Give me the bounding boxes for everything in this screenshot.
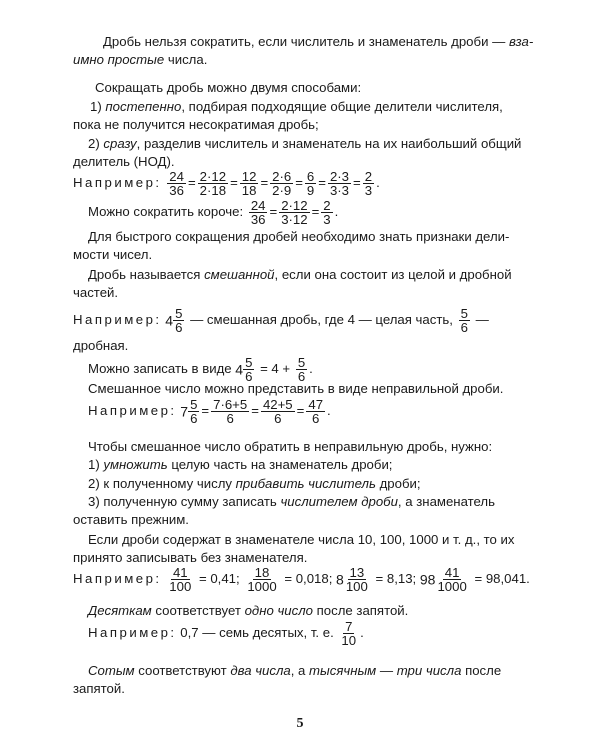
denominator: 10 [341,633,357,649]
term-italic: три числа [396,663,462,678]
text: 2) к полученному числу [88,476,236,491]
p2-line5: делитель (НОД). [73,154,175,169]
text: 3) полученную сумму записать [88,494,281,509]
equals-sign: = [353,175,361,190]
p2-line3: пока не получится несократимая дробь; [73,117,319,132]
text: соответствует [151,603,245,618]
equals-sign: = [187,175,196,190]
equals-sign: = [201,403,210,418]
fraction [249,199,268,226]
numerator: 5 [245,355,253,371]
example-reduce-stepwise [73,168,380,198]
denominator: 6 [190,411,198,427]
denominator: 36 [250,212,266,228]
example-decimals [73,564,530,595]
denominator: 18 [241,183,257,199]
text: — смешанная дробь, где 4 — целая часть, [186,312,457,327]
term-italic: Сотым [88,663,135,678]
fraction [243,356,254,383]
equals-sign: = [295,175,303,190]
text: , разделив числитель и знаменатель на их наибольший общий [136,136,522,151]
result: = 8,13; [371,571,420,586]
whole-part: 98 [419,571,436,588]
fraction [188,398,199,425]
denominator: 3·3 [329,183,350,199]
equals-sign: = [269,204,278,219]
whole-part: 7 [180,403,189,420]
period: . [376,175,380,190]
text: , подбирая подходящие общие делители числителя, [181,99,503,114]
fraction [167,566,193,593]
example-tenths [88,618,364,648]
denominator: 6 [312,411,320,427]
p5-line1: Смешанное число можно представить в виде неправильной дроби. [88,381,504,396]
term-italic: одно число [244,603,313,618]
text: после запятой. [312,603,409,618]
text: числа. [164,52,208,67]
numerator: 13 [349,565,365,581]
fraction [173,307,184,334]
example-reduce-short [88,197,338,227]
numerator: 2·6 [272,169,292,185]
denominator: 6 [226,411,234,427]
equals-sign: = [251,403,259,418]
numerator: 2·12 [199,169,227,185]
text: целую часть на знаменатель дроби; [167,457,393,472]
text: — [471,312,489,327]
p7-line1: Если дроби содержат в знаменателе числа 10, 100, 1000 и т. д., то их [88,532,515,547]
p1-line1 [103,34,533,50]
numerator: 42+5 [262,397,293,413]
p2-line4 [88,136,521,152]
fraction [339,620,358,647]
p2-line2 [90,99,503,115]
term-italic: смешанной [204,267,275,282]
fraction [211,398,249,425]
term-italic: тысячным [309,663,377,678]
numerator: 24 [250,198,266,214]
p6-line5: оставить прежним. [73,512,189,527]
denominator: 36 [169,183,184,199]
equals-sign: = [311,204,320,219]
numerator: 5 [460,306,468,322]
period: . [327,403,331,418]
denominator: 6 [175,320,183,336]
numerator: 7 [345,619,353,635]
equals-sign: = [296,403,305,418]
fraction [459,307,470,334]
p7-line2: принято записывать без знаменателя. [73,550,308,565]
example-mixed-fraction-line2: дробная. [73,338,129,353]
p6-line4 [88,494,495,510]
term-italic: прибавить числитель [235,476,376,491]
result: = 98,041. [470,571,530,586]
text: 0,7 — семь десятых, т. е. [176,625,338,640]
numerator: 2 [364,169,373,185]
denominator: 6 [297,369,306,385]
fraction [344,566,370,593]
denominator: 6 [245,369,253,385]
fraction [279,199,309,226]
term-italic: Десяткам [88,603,152,618]
whole-part: 8 [336,571,344,588]
whole-part: 4 [165,312,174,329]
fraction [321,199,332,226]
numerator: 5 [190,397,198,413]
text: , а [290,663,310,678]
period: . [334,204,339,219]
text: Дробь называется [88,267,205,282]
whole-part: 4 [235,361,244,378]
equals-sign: = [230,175,238,190]
example-mixed-fraction [73,305,489,336]
fraction [306,398,325,425]
term-italic: имно простые [73,52,165,67]
p9-line1 [88,663,501,679]
denominator: 6 [460,320,468,336]
fraction [167,170,186,197]
text: 1) [90,99,106,114]
denominator: 2·9 [272,183,292,199]
denominator: 6 [274,411,282,427]
text: , если она состоит из целой и дробной [274,267,512,282]
text: — [376,663,397,678]
fraction [435,566,468,593]
fraction [261,398,295,425]
result: = 0,41; [195,571,244,586]
text: 2) [88,136,104,151]
fraction [245,566,278,593]
denominator: 2·18 [199,183,227,199]
fraction [328,170,351,197]
numerator: 5 [297,355,306,371]
fraction [305,170,316,197]
p3-line2: мости чисел. [73,247,153,262]
numerator: 24 [169,169,184,185]
example-label: Например: [88,403,177,418]
denominator: 100 [345,579,368,595]
p6-line2 [88,457,392,473]
text: дроби; [375,476,421,491]
numerator: 5 [175,306,183,322]
p3-line1: Для быстрого сокращения дробей необходимо знать признаки дели- [88,229,510,244]
period: . [360,625,364,640]
denominator: 3 [364,183,373,199]
denominator: 1000 [247,579,277,595]
p8-line1 [88,603,408,619]
term-italic: вза- [508,34,534,49]
fraction [270,170,293,197]
example-label: Можно сократить короче: [88,204,244,219]
numerator: 2·12 [281,198,308,214]
numerator: 6 [306,169,315,185]
denominator: 3·12 [281,212,308,228]
text: = 4 + [256,361,294,376]
term-italic: сразу [103,136,137,151]
denominator: 1000 [437,579,467,595]
result: = 0,018; [280,571,337,586]
text: соответствуют [134,663,231,678]
page-number: 5 [296,716,304,731]
term-italic: два числа [230,663,291,678]
term-italic: числителем дроби [280,494,398,509]
example-label: Например: [73,571,162,586]
example-label: Например: [73,312,162,327]
term-italic: умножить [103,457,168,472]
equals-sign: = [260,175,269,190]
p9-line2: запятой. [73,681,125,696]
fraction [198,170,228,197]
fraction [363,170,374,197]
numerator: 7·6+5 [213,397,248,413]
p4-line1 [88,267,512,283]
text: , а знаменатель [397,494,495,509]
denominator: 100 [169,579,192,595]
example-label: Например: [73,175,162,190]
denominator: 9 [306,183,315,199]
numerator: 18 [254,565,270,581]
p6-line1: Чтобы смешанное число обратить в неправильную дробь, нужно: [88,439,493,454]
numerator: 2·3 [329,169,350,185]
p6-line3 [88,476,421,492]
text: 1) [88,457,104,472]
numerator: 41 [444,565,460,581]
denominator: 3 [323,212,331,228]
p2-line1: Сокращать дробь можно двумя способами: [95,80,362,95]
p1-line2 [73,52,207,68]
text: после [461,663,502,678]
example-mixed-as-sum [88,354,313,385]
numerator: 2 [323,198,331,214]
example-label: Например: [88,625,177,640]
fraction [240,170,259,197]
equals-sign: = [318,175,326,190]
period: . [309,361,313,376]
numerator: 12 [241,169,257,185]
numerator: 47 [308,397,324,413]
text: Дробь нельзя сократить, если числитель и знаменатель дроби — [103,34,509,49]
fraction [296,356,307,383]
example-mixed-to-improper [88,396,331,427]
numerator: 41 [172,565,188,581]
term-italic: постепенно [105,99,182,114]
p4-line2: частей. [73,285,119,300]
example-label: Можно записать в виде [88,361,236,376]
